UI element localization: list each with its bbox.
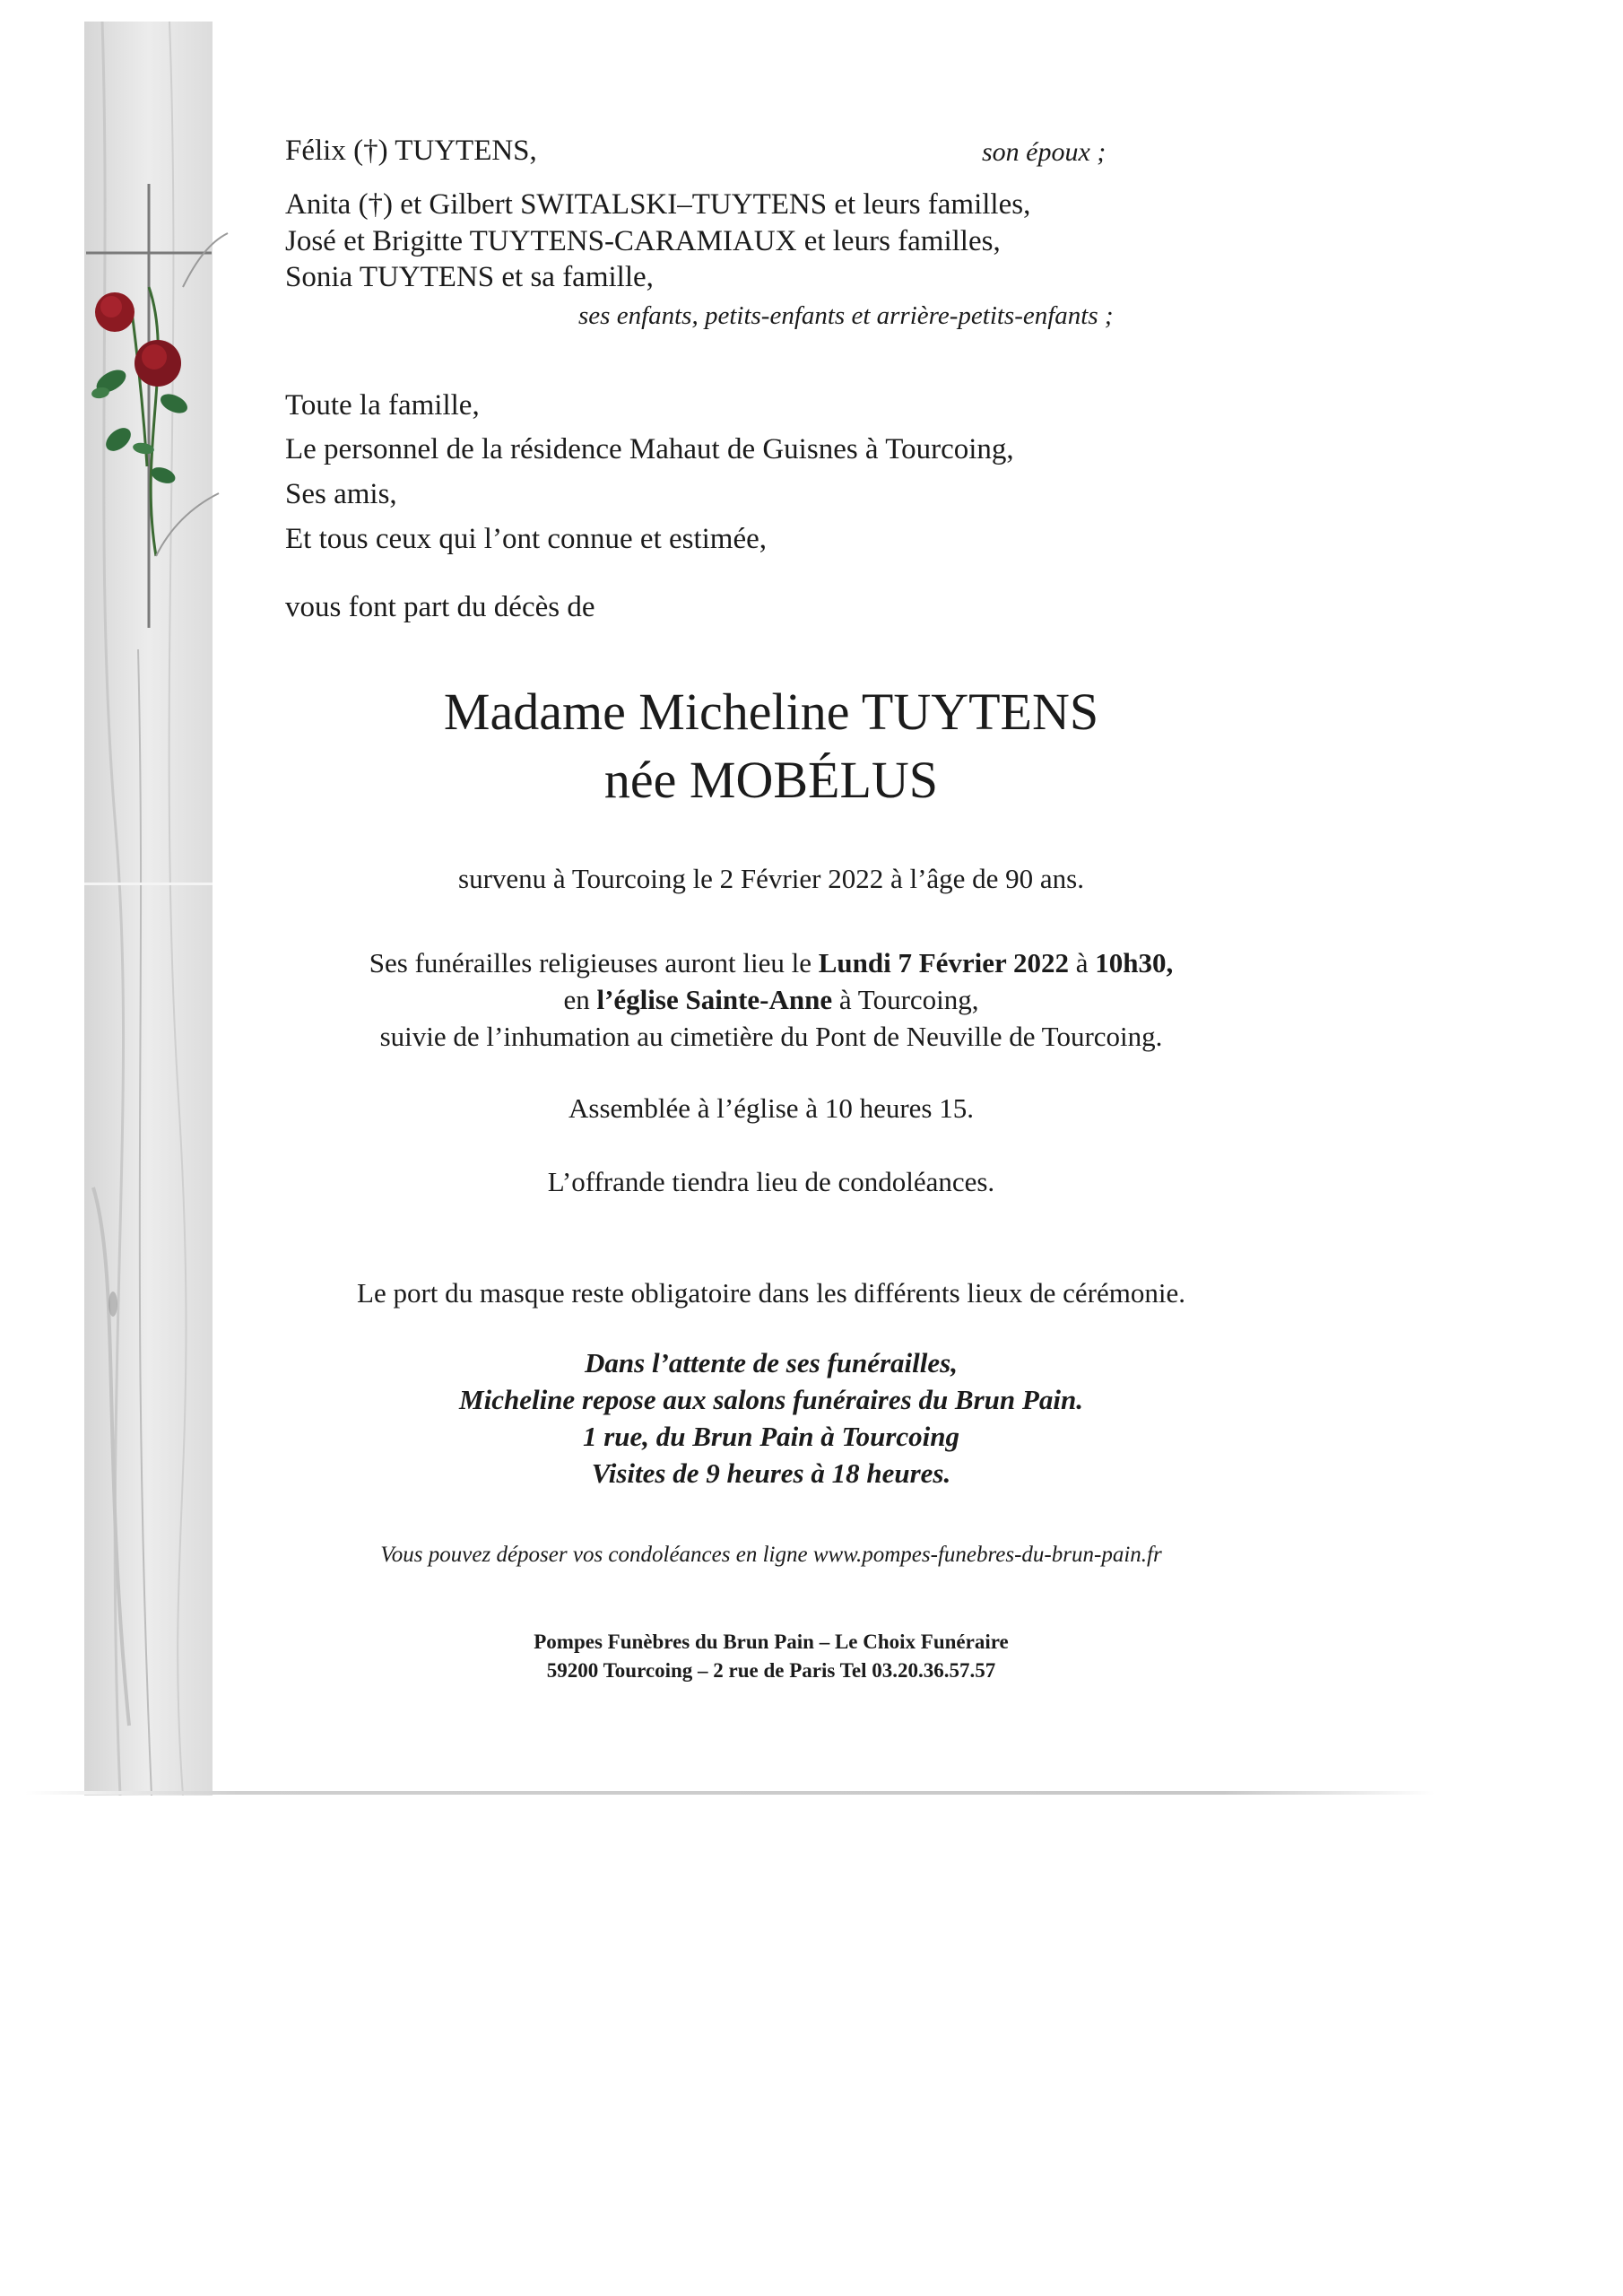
child-line: Sonia TUYTENS et sa famille,: [285, 261, 654, 293]
rose-cross-illustration: [84, 179, 264, 646]
funeral-home-address: 59200 Tourcoing – 2 rue de Paris Tel 03.20.36.57.57: [546, 1659, 996, 1682]
visitation-line: Micheline repose aux salons funéraires du Brun Pain.: [459, 1384, 1083, 1415]
funeral-line-2: [0, 984, 1542, 1016]
other-mourner-line: Toute la famille,: [285, 389, 480, 422]
announcement-line: vous font part du décès de: [285, 591, 595, 623]
assembly-info: Assemblée à l’église à 10 heures 15.: [568, 1092, 974, 1124]
church-name: l’église Sainte-Anne: [596, 984, 833, 1015]
deceased-name: Madame Micheline TUYTENS: [443, 683, 1099, 741]
death-info: survenu à Tourcoing le 2 Février 2022 à l’âge de 90 ans.: [458, 863, 1084, 894]
funeral-home-name: Pompes Funèbres du Brun Pain – Le Choix Funéraire: [534, 1631, 1009, 1653]
funeral-time: 10h30,: [1095, 947, 1174, 978]
church-prefix: en: [563, 984, 597, 1015]
other-mourner-line: Le personnel de la résidence Mahaut de Guisnes à Tourcoing,: [285, 433, 1014, 465]
other-mourner-line: Ses amis,: [285, 478, 397, 510]
funeral-date: Lundi 7 Février 2022: [818, 947, 1070, 978]
funeral-intro: Ses funérailles religieuses auront lieu le: [369, 947, 819, 978]
mask-notice: Le port du masque reste obligatoire dans les différents lieux de cérémonie.: [357, 1277, 1185, 1309]
deceased-maiden-name: née MOBÉLUS: [603, 751, 939, 809]
children-role: ses enfants, petits-enfants et arrière-petits-enfants ;: [578, 301, 1114, 330]
church-location: à Tourcoing,: [832, 984, 979, 1015]
bottom-divider: [25, 1790, 1435, 1796]
burial-line: suivie de l’inhumation au cimetière du Pont de Neuville de Tourcoing.: [379, 1021, 1163, 1052]
spouse-role: son époux ;: [982, 137, 1107, 167]
child-line: José et Brigitte TUYTENS-CARAMIAUX et leurs familles,: [285, 225, 1001, 257]
offering-info: L’offrande tiendra lieu de condoléances.: [547, 1166, 995, 1197]
other-mourner-line: Et tous ceux qui l’ont connue et estimée,: [285, 523, 768, 555]
online-condolences: Vous pouvez déposer vos condoléances en ligne www.pompes-funebres-du-brun-pain.fr: [380, 1543, 1162, 1567]
funeral-connector: à: [1069, 947, 1096, 978]
visitation-line: 1 rue, du Brun Pain à Tourcoing: [582, 1421, 960, 1452]
child-line: Anita (†) et Gilbert SWITALSKI–TUYTENS et leurs familles,: [285, 188, 1031, 221]
visitation-line: Dans l’attente de ses funérailles,: [585, 1347, 958, 1378]
funeral-line-1: [0, 947, 1542, 979]
visitation-line: Visites de 9 heures à 18 heures.: [591, 1457, 951, 1489]
spouse-line: Félix (†) TUYTENS,: [285, 135, 537, 167]
